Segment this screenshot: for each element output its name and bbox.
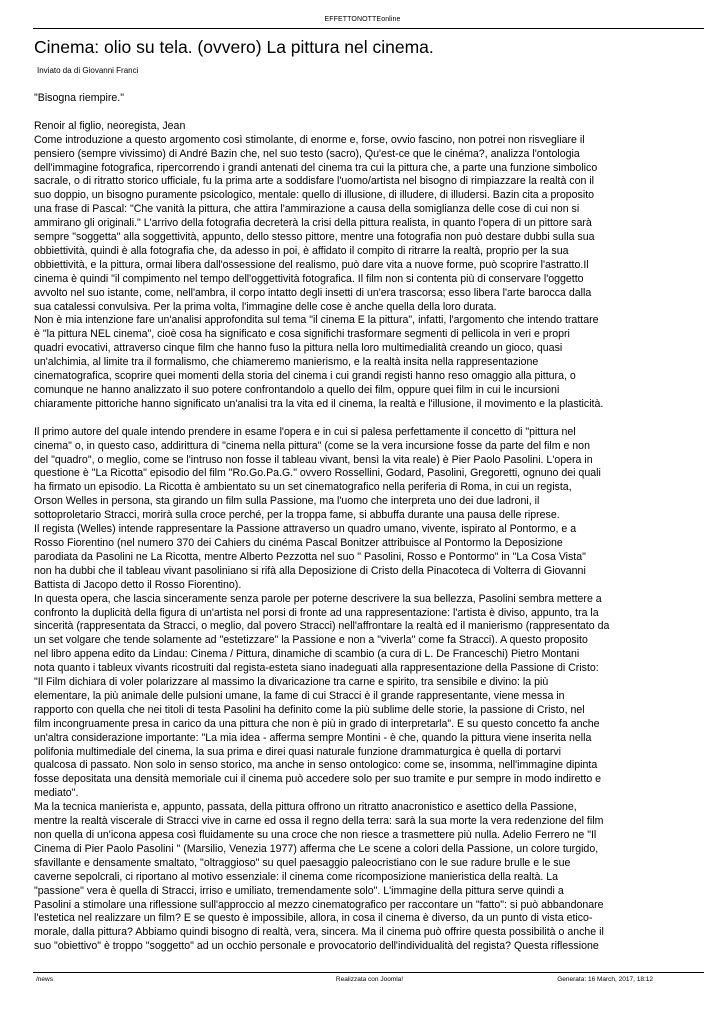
epigraph-quote: "Bisogna riempire." [34,92,124,104]
byline: Inviato da di Giovanni Franci [37,66,139,75]
footer-generated: Generata: 16 March, 2017, 18:12 [557,976,653,983]
page-title: Cinema: olio su tela. (ovvero) La pittura nel cinema. [34,37,434,57]
footer-rule [33,972,704,973]
footer-path: /news [36,976,53,983]
header-rule [33,28,704,29]
article-paragraph: Renoir al figlio, neoregista, Jean Come introduzione a questo argomento così stimolante, di enorme e, forse, ovvio fascino, non potrei non risvegliare il pensiero (sempre vivissimo) di André Bazin che, nel suo testo (sacro), Qu'est-ce que le cinéma?, analizza l'ontologia dell'immagine fotografica, ripercorrendo i grandi antenati del cinema tra cui la pittura che, a parte una funzione simbolico sacrale, o di ritratto storico ufficiale, fu la prima arte a soddisfare l'uomo/artista nel bisogno di rimpiazzare la realtà con il suo doppio, un bisogno puramente psicologico, mentale: quello di illusione, di illudere, di illudersi. Bazin cita a proposito una frase di Pascal: "Che vanità la pittura, che attira l'ammirazione a causa della somiglianza delle cose di cui non si ammirano gli originali." L'arrivo della fotografia decreterà la crisi della pittura realista, in quanto l'opera di un pittore sarà sempre "soggetta" alla soggettività, appunto, dello stesso pittore, mentre una fotografia non può destare dubbi sulla sua obbiettività, quindi è alla fotografia che, da adesso in poi, è affidato il compito di ritrarre la realtà, proprio per la sua obbiettività, e la pittura, ormai libera dall'ossessione del realismo, può dare vita a nuove forme, può scoprire l'astratto.Il cinema è quindi "il compimento nel tempo dell'oggettività fotografica. Il film non si contenta più di conservare l'oggetto avvolto nel suo istante, come, nell'ambra, il corpo intatto degli insetti di un'era trascorsa; esso libera l'arte barocca dalla sua catalessi convulsiva. Per la prima volta, l'immagine delle cose è anche quella della loro durata. Non è mia intenzione fare un'analisi approfondita sul tema "il cinema E la pittura", infatti, l'argomento che intendo trattare è "la pittura NEL cinema", cioè cosa ha significato e cosa significhi trasformare segmenti di pellicola in veri e propri quadri evocativi, attraverso cinque film che hanno fuso la pittura nella loro multimedialità creando un gioco, quasi un'alchimia, al limite tra il formalismo, che chiameremo manierismo, e la realtà insita nella rappresentazione cinematografica, scoprire quei momenti della storia del cinema i cui grandi registi hanno reso omaggio alla pittura, o comunque ne hanno analizzato il suo potere confrontandolo a quello dei film, oppure quei film in cui le incursioni chiaramente pittoriche hanno significato un'analisi tra la vita ed il cinema, la realtà e l'illusione, il movimento e la plasticità. [34,119,604,410]
article-paragraph: Il primo autore del quale intendo prendere in esame l'opera e in cui si palesa perfettamente il concetto di "pittura nel cinema" o, in questo caso, addirittura di "cinema nella pittura" (come se la vera incursione fosse da parte del film e non del "quadro", o meglio, come se l'intruso non fosse il tableau vivant, bensì la vita reale) è Pier Paolo Pasolini. L'opera in questione è "La Ricotta" episodio del film "Ro.Go.Pa.G." ovvero Rossellini, Godard, Pasolini, Gregoretti, ognuno dei quali ha firmato un episodio. La Ricotta è ambientato su un set cinematografico nella periferia di Roma, in cui un regista, Orson Welles in persona, sta girando un film sulla Passione, ma l'uomo che interpreta uno dei due ladroni, il sottoproletario Stracci, morirà sulla croce perché, per la troppa fame, si abbuffa durante una pausa delle riprese. Il regista (Welles) intende rappresentare la Passione attraverso un quadro umano, vivente, ispirato al Pontormo, e a Rosso Fiorentino (nel numero 370 dei Cahiers du cinéma Pascal Bonitzer attribuisce al Pontormo la Deposizione parodiata da Pasolini ne La Ricotta, mentre Alberto Pezzotta nel suo " Pasolini, Rosso e Pontormo" in "La Cosa Vista" non ha dubbi che il tableau vivant pasoliniano si rifà alla Deposizione di Cristo della Pinacoteca di Volterra di Giovanni Battista di Jacopo detto il Rosso Fiorentino). In questa opera, che lascia sinceramente senza parole per poterne descrivere la sua bellezza, Pasolini sembra mettere a confronto la duplicità della figura di un'artista nel porsi di fronte ad una rappresentazione: l'artista è diviso, appunto, tra la sincerità (rappresentata da Stracci, o meglio, dal povero Stracci) nell'affrontare la realtà ed il manierismo (rappresentato da un set volgare che tende solamente ad "estetizzare" la Passione e non a "viverla" come fa Stracci). A questo proposito nel libro appena edito da Lindau: Cinema / Pittura, dinamiche di scambio (a cura di L. De Franceschi) Pietro Montani nota quanto i tableux vivants ricostruiti dal regista-esteta siano inadeguati alla rappresentazione della Passione di Cristo: "Il Film dichiara di voler polarizzare al massimo la divaricazione tra carne e spirito, tra sensibile e divino: la più elementare, la più animale delle pulsioni umane, la fame di cui Stracci è il grande rappresentante, viene messa in rapporto con quella che nei titoli di testa Pasolini ha definito come la più sublime delle storie, la passione di Cristo, nel film incongruamente presa in carico da una pittura che non è più in grado di interpretarla". E su questo concetto fa anche un'altra considerazione importante: "La mia idea - afferma sempre Montini - è che, quando la pittura viene inserita nella polifonia multimediale del cinema, la sua prima e direi quasi naturale funzione drammaturgica è quella di portarvi qualcosa di passato. Non solo in senso storico, ma anche in senso ontologico: come se, insomma, nell'immagine dipinta fosse depositata una densità memoriale cui il cinema può accedere solo per suo tramite e pur sempre in modo indiretto e mediato". Ma la tecnica manierista e, appunto, passata, della pittura offrono un ritratto anacronistico e asettico della Passione, mentre la realtà viscerale di Stracci vive in carne ed ossa il regno della terra: sarà la sua morte la vera redenzione del film non quella di un'icona appesa così fluidamente su una croce che non riesce a trasmettere più nulla. Adelio Ferrero ne "Il Cinema di Pier Paolo Pasolini " (Marsilio, Venezia 1977) afferma che Le scene a colori della Passione, un colore turgido, sfavillante e densamente smaltato, "oltraggioso" su quel paesaggio paleocristiano con le sue radure brulle e le sue caverne sepolcrali, ci riportano al motivo essenziale: il cinema come ricomposizione manieristica della realtà. La "passione" vera è quella di Stracci, irriso e umiliato, tremendamente solo". L'immagine della pittura serve quindi a Pasolini a stimolare una riflessione sull'approccio al mezzo cinematografico per raccontare un "fatto": si può abbandonare l'estetica nel realizzare un film? E se questo è impossibile, allora, in cosa il cinema è diverso, da un punto di vista etico- morale, dalla pittura? Abbiamo quindi bisogno di realtà, vera, sincera. Ma il cinema può offrire questa possibilità o anche il suo "obiettivo" è troppo "soggetto" ad un occhio personale e provocatorio dell'individualità del regista? Questa riflessione [34,425,610,953]
site-header: EFFETTONOTTEonline [324,16,401,23]
article-body [34,92,705,970]
footer-credit: Realizzata con Joomla! [335,976,404,983]
